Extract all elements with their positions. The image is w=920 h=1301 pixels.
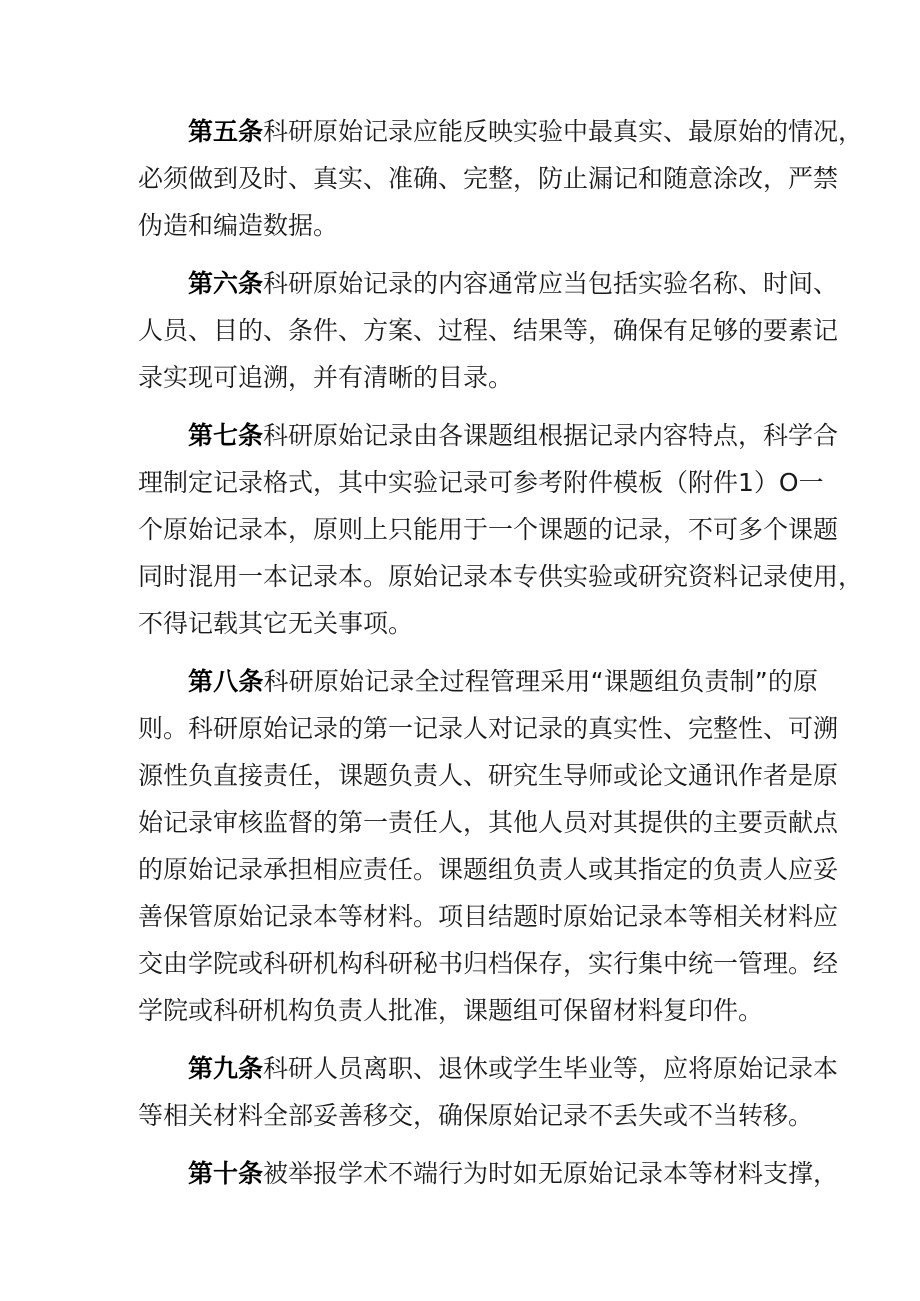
article-line: 善保管原始记录本等材料。项目结题时原始记录本等相关材料应 [138, 902, 839, 931]
article-7 [138, 412, 864, 647]
article-line: 始记录审核监督的第一责任人，其他人员对其提供的主要贡献点 [138, 808, 839, 837]
article-line: 等相关材料全部妥善移交，确保原始记录不丢失或不当转移。 [138, 1101, 814, 1130]
article-text: 科研人员离职、退休或学生毕业等，应将原始记录本 [263, 1054, 839, 1083]
article-heading: 第八条 [188, 667, 264, 696]
article-text: 科研原始记录由各课题组根据记录内容特点，科学合 [263, 421, 839, 450]
article-10 [138, 1150, 839, 1197]
document-body [138, 108, 864, 1208]
article-8 [138, 658, 839, 1034]
article-line: 录实现可追溯，并有清晰的目录。 [138, 363, 514, 392]
article-first-line [138, 1150, 839, 1197]
article-text: 科研原始记录全过程管理采用“课题组负责制”的原 [263, 667, 818, 696]
article-line: 则。科研原始记录的第一记录人对记录的真实性、完整性、可溯 [138, 714, 839, 743]
article-first-line [138, 658, 818, 705]
article-heading: 第十条 [188, 1159, 264, 1188]
article-heading: 第五条 [188, 117, 264, 146]
article-line: 必须做到及时、真实、准确、完整，防止漏记和随意涂改，严禁 [138, 164, 839, 193]
article-first-line [138, 260, 839, 307]
article-line: 伪造和编造数据。 [138, 211, 339, 240]
article-heading: 第六条 [188, 269, 264, 298]
article-first-line [138, 1045, 839, 1092]
article-line: 交由学院或科研机构科研秘书归档保存，实行集中统一管理。经 [138, 949, 839, 978]
article-line: 不得记载其它无关事项。 [138, 609, 414, 638]
article-heading: 第七条 [188, 421, 264, 450]
article-line: 学院或科研机构负责人批准，课题组可保留材料复印件。 [138, 996, 764, 1025]
article-text: 科研原始记录应能反映实验中最真实、最原始的情况， [263, 117, 864, 146]
article-first-line [138, 412, 839, 459]
article-line: 同时混用一本记录本。原始记录本专供实验或研究资料记录使用， [138, 562, 864, 591]
article-line: 个原始记录本，原则上只能用于一个课题的记录，不可多个课题 [138, 515, 839, 544]
article-line: 理制定记录格式，其中实验记录可参考附件模板（附件1）O一 [138, 468, 824, 497]
article-first-line [138, 108, 864, 155]
article-line: 的原始记录承担相应责任。课题组负责人或其指定的负责人应妥 [138, 855, 839, 884]
article-heading: 第九条 [188, 1054, 264, 1083]
article-5 [138, 108, 864, 249]
article-line: 源性负直接责任，课题负责人、研究生导师或论文通讯作者是原 [138, 761, 839, 790]
article-text: 被举报学术不端行为时如无原始记录本等材料支撑， [263, 1159, 839, 1188]
article-6 [138, 260, 839, 401]
article-9 [138, 1045, 839, 1139]
article-line: 人员、目的、条件、方案、过程、结果等，确保有足够的要素记 [138, 316, 839, 345]
article-text: 科研原始记录的内容通常应当包括实验名称、时间、 [263, 269, 839, 298]
